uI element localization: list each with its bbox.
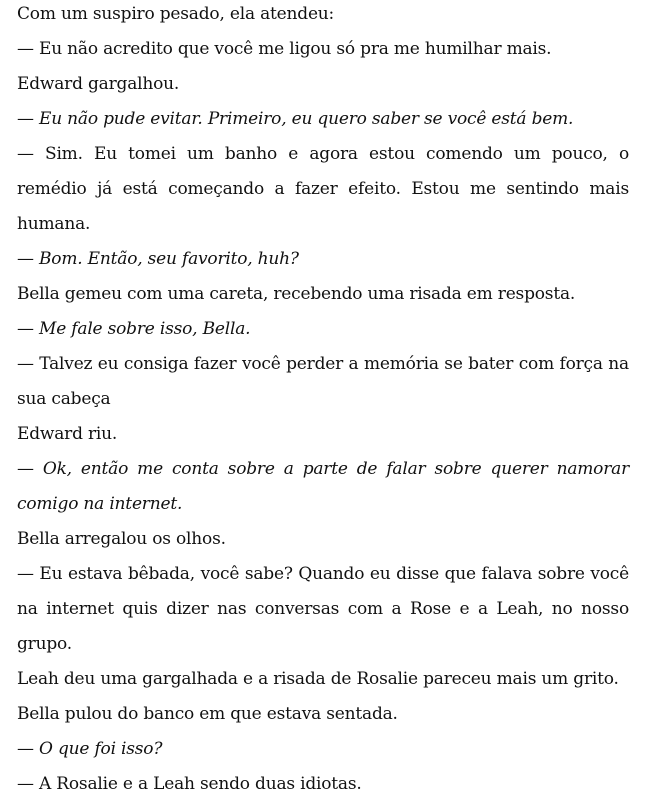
italic-dialogue: Ok, então me conta sobre a parte de falar sobre querer namorar [42, 459, 630, 479]
text-line-18: na internet quis dizer nas conversas com a Rose e a Leah, no nosso [17, 599, 629, 619]
text-line-19: grupo. [17, 634, 72, 654]
text-line-21: Bella pulou do banco em que estava sentada. [17, 704, 398, 724]
italic-dialogue: Me fale sobre isso, Bella. [39, 319, 251, 339]
text-line-15: comigo na internet. [17, 494, 183, 514]
text-line-20: Leah deu uma gargalhada e a risada de Rosalie pareceu mais um grito. [17, 669, 619, 689]
text-line-13: Edward riu. [17, 424, 118, 444]
text-line-4: — Eu não pude evitar. Primeiro, eu quero saber se você está bem. [17, 109, 574, 129]
text-line-3: Edward gargalhou. [17, 74, 180, 94]
text-line-14: — Ok, então me conta sobre a parte de falar sobre querer namorar [17, 459, 630, 479]
text-line-22: — O que foi isso? [17, 739, 163, 759]
text-line-11: — Talvez eu consiga fazer você perder a memória se bater com força na [17, 354, 629, 374]
text-line-16: Bella arregalou os olhos. [17, 529, 226, 549]
italic-dialogue: Bom. Então, seu favorito, huh? [39, 249, 299, 269]
italic-dialogue: Eu não pude evitar. Primeiro, eu quero saber se você está bem. [39, 109, 574, 129]
text-line-17: — Eu estava bêbada, você sabe? Quando eu disse que falava sobre você [17, 564, 629, 584]
text-line-8: — Bom. Então, seu favorito, huh? [17, 249, 299, 269]
text-line-12: sua cabeça [17, 389, 111, 409]
text-line-9: Bella gemeu com uma careta, recebendo uma risada em resposta. [17, 284, 576, 304]
text-line-1: Com um suspiro pesado, ela atendeu: [17, 4, 335, 24]
italic-dialogue: O que foi isso? [39, 739, 163, 759]
text-line-5: — Sim. Eu tomei um banho e agora estou comendo um pouco, o [17, 144, 629, 164]
text-line-6: remédio já está começando a fazer efeito. Estou me sentindo mais [17, 179, 629, 199]
text-line-2: — Eu não acredito que você me ligou só pra me humilhar mais. [17, 39, 552, 59]
text-line-10: — Me fale sobre isso, Bella. [17, 319, 251, 339]
text-line-23: — A Rosalie e a Leah sendo duas idiotas. [17, 774, 362, 794]
text-line-7: humana. [17, 214, 91, 234]
